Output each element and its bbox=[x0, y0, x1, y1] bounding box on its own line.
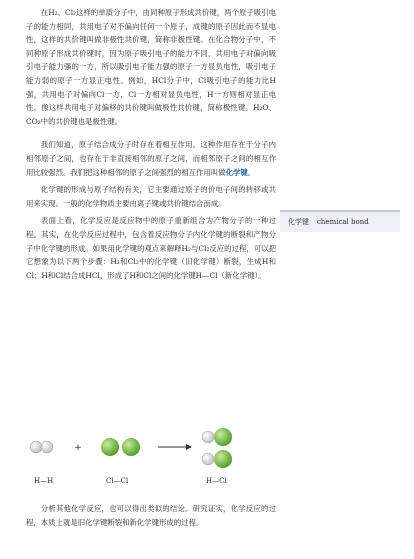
h-atom bbox=[202, 453, 214, 465]
glossary-term-zh: 化学键 bbox=[288, 218, 309, 226]
h-atom bbox=[41, 441, 53, 453]
keyword-chemical-bond: 化学键 bbox=[225, 167, 248, 177]
paragraph-bond-formation: 化学键的形成与原子结构有关，它主要通过原子的价电子间的转移或共用来实现。一般的化学物质主要由离子键或共价键结合而成。 bbox=[26, 185, 276, 208]
paragraph-conclusion: 分析其他化学反应，也可以得出类似的结论。研究证实，化学反应的过程，本质上就是旧化学键断裂和新化学键形成的过程。 bbox=[26, 504, 276, 527]
plus-sign: + bbox=[74, 443, 82, 453]
h-atom bbox=[30, 441, 42, 453]
cl-atom bbox=[214, 428, 232, 446]
paragraph-reaction-explanation: 表面上看，化学反应是反应物中的原子重新组合为产物分子的一种过程。其实，在化学反应过程中，包含着反应物分子内化学键的断裂和产物分子中化学键的形成。如果用化学键的观点来解释H₂与Cl₂反应的过程，可以把它想象为以下两个步骤：H₂和Cl₂中的化学键（旧化学键）断裂，生成H和Cl；H和Cl结合成HCl，形成了H和Cl之间的化学键H—Cl（新化学键）。 bbox=[26, 216, 276, 280]
h2-molecule bbox=[30, 441, 53, 453]
glossary-sidebar bbox=[280, 210, 400, 232]
definition-period: 。 bbox=[247, 167, 256, 177]
hcl-molecule bbox=[202, 428, 232, 446]
reaction-arrow bbox=[158, 444, 192, 450]
definition-text: 我们知道，原子结合成分子时存在着相互作用。这种作用存在于分子内相邻原子之间，也存在于非直接相邻的原子之间，而相邻原子之间的相互作用比较强烈。我们把这种相邻的原子之间强烈的相互作用叫做 bbox=[26, 140, 276, 177]
reaction-diagram bbox=[26, 425, 276, 475]
cl-atom bbox=[101, 438, 119, 456]
paragraph-polar-bonds: 在H₂、Cl₂这样的单质分子中，由同种原子形成共价键，两个原子吸引电子的能力相同，共用电子对不偏向任何一个原子，成键的原子因此而不显电性，这样的共价键叫做非极性共价键，简称非极性键。在化合物分子中，不同种原子形成共价键时，因为原子吸引电子的能力不同，共用电子对偏向吸引电子能力强的一方，所以吸引电子能力强的原子一方显负电性，吸引电子能力弱的原子一方显正电性。例如，HCl分子中，Cl吸引电子的能力比H强，共用电子对偏向Cl一方，Cl一方相对显负电性，H一方则相对显正电性。像这样共用电子对偏移的共价键叫做极性共价键，简称极性键。H₂O、CO₂中的共价键也是极性键。 bbox=[26, 8, 276, 126]
paragraph-chemical-bond-definition bbox=[26, 138, 276, 179]
hcl-molecule bbox=[202, 450, 232, 468]
h-atom bbox=[202, 431, 214, 443]
cl-atom bbox=[214, 450, 232, 468]
glossary-term-en: chemical bond bbox=[317, 218, 369, 226]
label-hcl: H—Cl bbox=[206, 477, 227, 485]
conclusion-text bbox=[26, 502, 276, 529]
reaction-figure bbox=[26, 425, 276, 490]
label-hh: H—H bbox=[34, 477, 54, 485]
cl2-molecule bbox=[101, 438, 140, 456]
cl-atom bbox=[122, 438, 140, 456]
label-clcl: Cl—Cl bbox=[106, 477, 129, 485]
main-text-column bbox=[26, 6, 276, 282]
